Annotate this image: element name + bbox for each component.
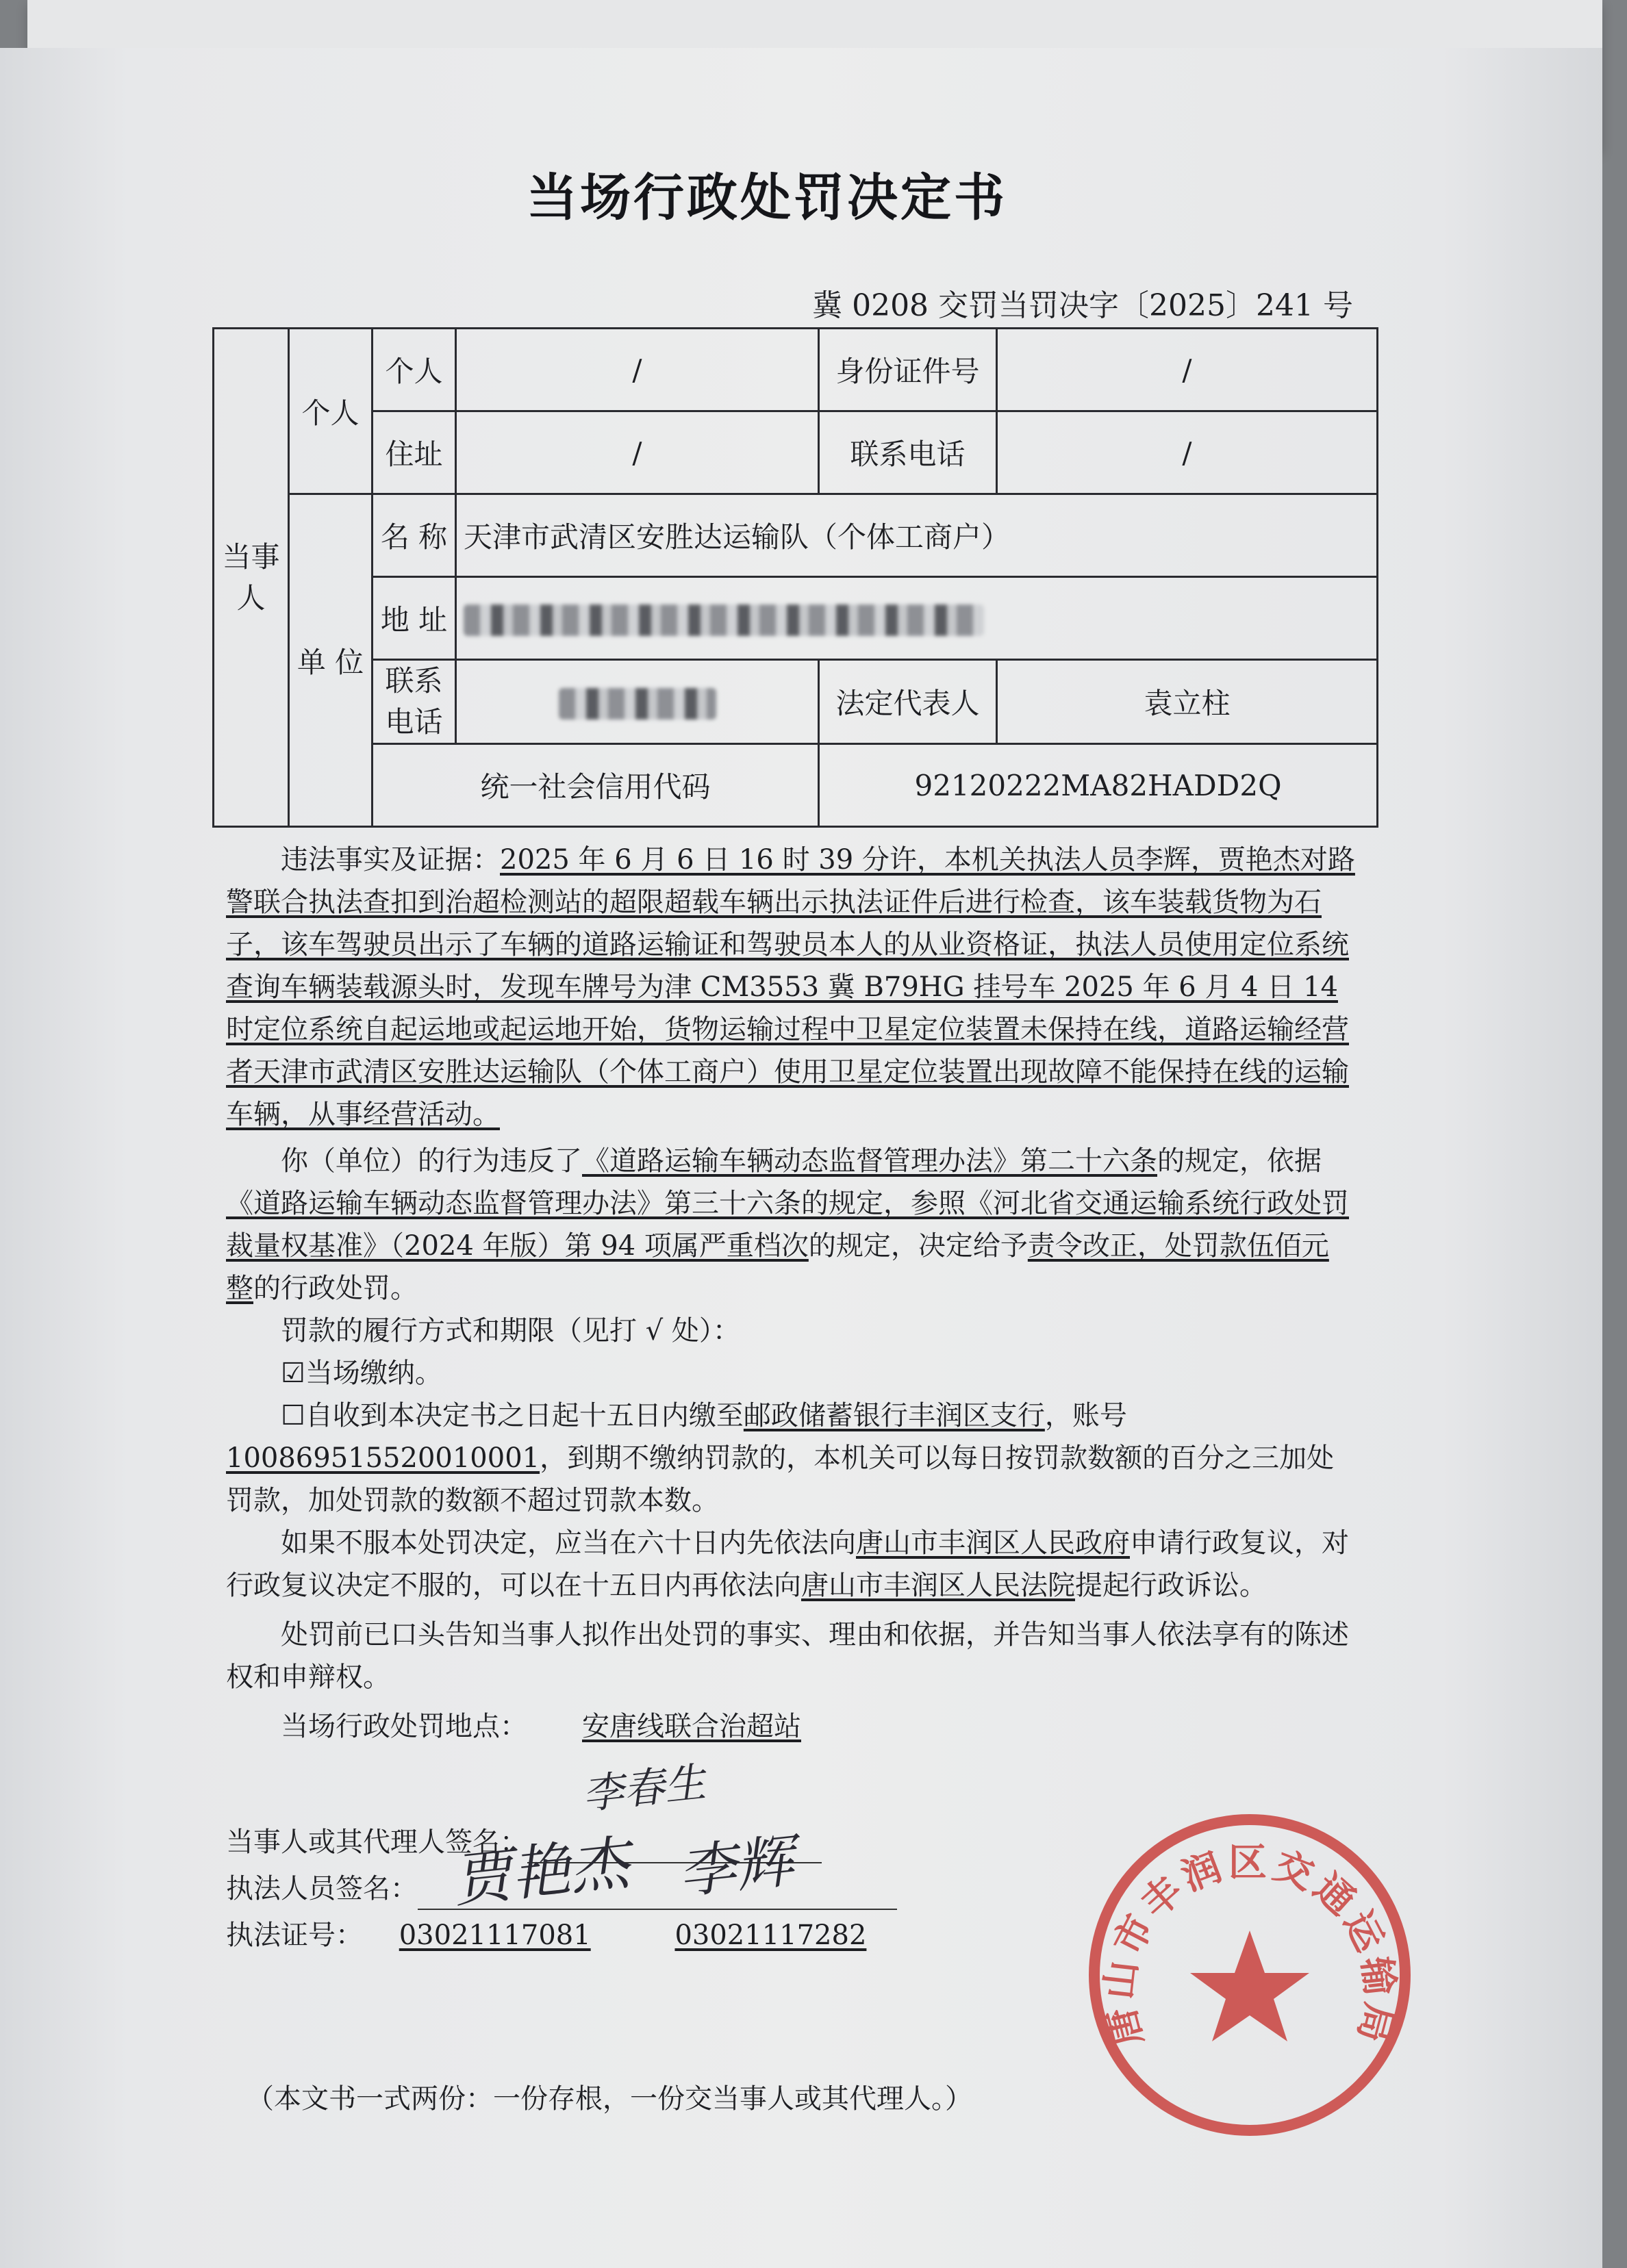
phone-label: 联系电话: [819, 411, 997, 494]
account-number: 100869515520010001: [226, 1442, 540, 1474]
violation-section: [226, 1140, 1356, 1748]
footer-note: （本文书一式两份：一份存根，一份交当事人或其代理人。）: [247, 2083, 972, 2115]
cert-number-1: 03021117081: [399, 1920, 591, 1951]
party-signature-label: 当事人或其代理人签名：: [226, 1826, 527, 1858]
facts-section: [226, 839, 1356, 1136]
violation-text-1: 你（单位）的行为违反了: [281, 1145, 582, 1177]
unit-phone-label: 联系电话: [373, 660, 456, 744]
notice-text: 处罚前已口头告知当事人拟作出处罚的事实、理由和依据，并告知当事人依法享有的陈述权和申辩权。: [226, 1619, 1349, 1693]
unit-address-label: 地 址: [373, 577, 456, 660]
individual-name-label: 个人: [373, 329, 456, 411]
credit-code-label: 统一社会信用代码: [373, 744, 819, 827]
appeal-text-3: 提起行政诉讼。: [1075, 1570, 1267, 1601]
document-title: 当场行政处罚决定书: [527, 168, 1007, 227]
unit-address-redacted: [456, 577, 1378, 660]
officer-signature-2: 李辉: [675, 1827, 797, 1907]
id-label: 身份证件号: [819, 329, 997, 411]
payment-option-bank: ☐自收到本决定书之日起十五日内缴至: [281, 1400, 744, 1431]
seal-text: 唐山市丰润区交通运输局: [1096, 1841, 1403, 2051]
violation-text-3: 的规定，决定给予: [808, 1230, 1028, 1262]
party-info-table: [212, 327, 1378, 828]
court-name: 唐山市丰润区人民法院: [801, 1570, 1075, 1601]
account-label: ，账号: [1044, 1400, 1127, 1431]
basis-law: 《道路运输车辆动态监督管理办法》第三十六条的规定，参照《河北省交通运输系统行政处罚裁量权基准》（2024 年版）第 94 项属严重档次: [226, 1188, 1349, 1262]
penalty: 责令改正，处罚款伍佰元整: [226, 1230, 1329, 1304]
facts-label: 违法事实及证据：: [281, 844, 500, 876]
appeal-text-1: 如果不服本处罚决定，应当在六十日内先依法向: [281, 1527, 856, 1559]
document-number: 冀 0208 交罚当罚决字〔2025〕241 号: [812, 288, 1353, 323]
officer-signature-label: 执法人员签名：: [226, 1873, 418, 1904]
phone-value: /: [997, 411, 1378, 494]
address-label: 住址: [373, 411, 456, 494]
individual-name-value: /: [456, 329, 819, 411]
legal-rep-label: 法定代表人: [819, 660, 997, 744]
violation-text-2: 的规定，依据: [1157, 1145, 1322, 1177]
unit-phone-redacted: [456, 660, 819, 744]
bank-name: 邮政储蓄银行丰润区支行: [743, 1400, 1045, 1431]
payment-option-onsite: ☑当场缴纳。: [281, 1358, 442, 1389]
seal-star-icon: [1190, 1931, 1309, 2041]
appeal-text-2: 申请行政复议，对行政复议决定不服的，可以在十五日内再依法向: [226, 1527, 1349, 1601]
legal-rep-value: 袁立柱: [997, 660, 1378, 744]
violated-law: 《道路运输车辆动态监督管理办法》第二十六条: [582, 1145, 1157, 1177]
party-header: 当事人: [214, 329, 289, 827]
unit-name-value: 天津市武清区安胜达运输队（个体工商户）: [456, 494, 1378, 577]
credit-code-value: 92120222MA82HADD2Q: [819, 744, 1378, 827]
location-label: 当场行政处罚地点：: [281, 1711, 527, 1742]
address-value: /: [456, 411, 819, 494]
cert-label: 执法证号：: [226, 1920, 363, 1951]
party-signature: 李春生: [580, 1758, 708, 1820]
cert-number-2: 03021117282: [674, 1920, 867, 1951]
officer-signature-1: 贾艳杰: [449, 1829, 633, 1916]
id-value: /: [997, 329, 1378, 411]
individual-header: 个人: [289, 329, 373, 494]
payment-intro: 罚款的履行方式和期限（见打 √ 处）：: [281, 1315, 740, 1347]
unit-name-label: 名 称: [373, 494, 456, 577]
unit-header: 单 位: [289, 494, 373, 827]
facts-text: 2025 年 6 月 6 日 16 时 39 分许，本机关执法人员李辉，贾艳杰对路警联合执法查扣到治超检测站的超限超载车辆出示执法证件后进行检查，该车装载货物为石子，该车驾驶员出示了车辆的道路运输证和驾驶员本人的从业资格证，执法人员使用定位系统查询车辆装载源头时，发现车牌号为津 CM3553 冀 B79HG 挂号车 2025 年 6 月 4 日 14 时定位系统自起运地或起运地开始，货物运输过程中卫星定位装置未保持在线，道路运输经营者天津市武清区安胜达运输队（个体工商户）使用卫星定位装置出现故障不能保持在线的运输车辆，从事经营活动。: [226, 844, 1355, 1130]
violation-text-4: 的行政处罚。: [253, 1273, 418, 1304]
location-value: 安唐线联合治超站: [582, 1711, 801, 1742]
review-authority: 唐山市丰润区人民政府: [856, 1527, 1130, 1559]
late-fee-text: ，到期不缴纳罚款的，本机关可以每日按罚款数额的百分之三加处罚款，加处罚款的数额不超过罚款本数。: [226, 1442, 1335, 1516]
